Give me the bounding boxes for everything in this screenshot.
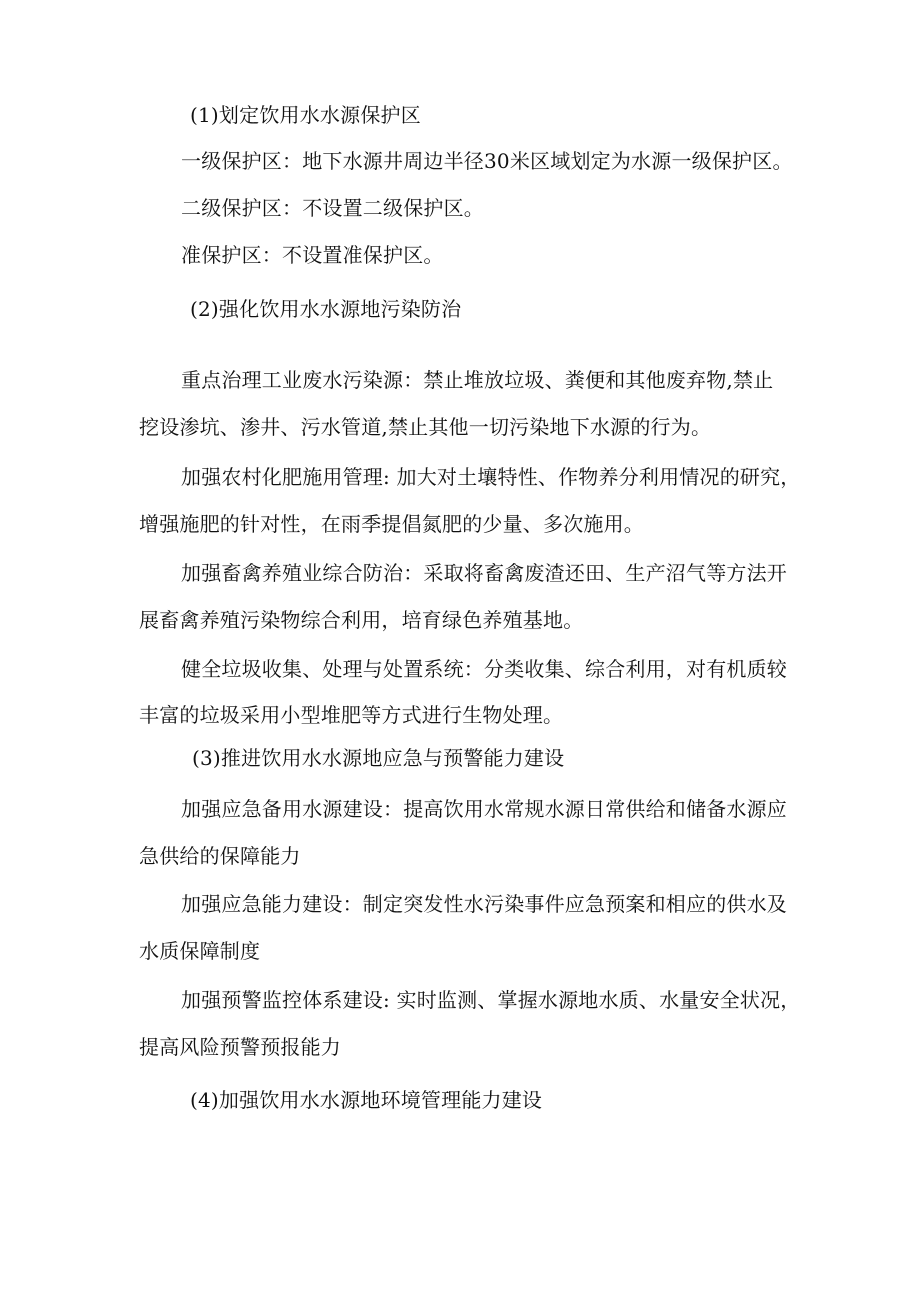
protection-level-1: 一级保护区：地下水源井周边半径30米区域划定为水源一级保护区。 [181,149,793,173]
paragraph-fertilizer-line-1: 加强农村化肥施用管理: 加大对土壤特性、作物养分利用情况的研究， [181,465,801,489]
section-heading-4: (4)加强饮用水水源地环境管理能力建设 [190,1088,543,1112]
paragraph-emergency-line-2: 水质保障制度 [139,939,261,963]
paragraph-backup-source-line-1: 加强应急备用水源建设：提高饮用水常规水源日常供给和储备水源应 [181,797,787,821]
paragraph-waste-line-1: 健全垃圾收集、处理与处置系统：分类收集、综合利用，对有机质较 [181,657,787,681]
protection-level-2: 二级保护区：不设置二级保护区。 [181,196,484,220]
paragraph-waste-line-2: 丰富的垃圾采用小型堆肥等方式进行生物处理。 [139,703,564,727]
section-heading-2: (2)强化饮用水水源地污染防治 [190,297,462,321]
paragraph-industrial-line-2: 挖设渗坑、渗井、污水管道,禁止其他一切污染地下水源的行为。 [139,415,712,439]
paragraph-monitoring-line-1: 加强预警监控体系建设: 实时监测、掌握水源地水质、水量安全状况， [181,988,801,1012]
paragraph-livestock-line-2: 展畜禽养殖污染物综合利用，培育绿色养殖基地。 [139,608,584,632]
section-heading-1: (1)划定饮用水水源保护区 [190,103,421,127]
paragraph-monitoring-line-2: 提高风险预警预报能力 [139,1035,341,1059]
paragraph-backup-source-line-2: 急供给的保障能力 [139,844,301,868]
paragraph-livestock-line-1: 加强畜禽养殖业综合防治：采取将畜禽废渣还田、生产沼气等方法开 [181,561,787,585]
paragraph-industrial-line-1: 重点治理工业废水污染源：禁止堆放垃圾、粪便和其他废弃物,禁止 [181,368,774,392]
paragraph-emergency-line-1: 加强应急能力建设：制定突发性水污染事件应急预案和相应的供水及 [181,892,787,916]
protection-quasi: 准保护区：不设置准保护区。 [181,243,444,267]
section-heading-3: (3)推进饮用水水源地应急与预警能力建设 [192,746,565,770]
paragraph-fertilizer-line-2: 增强施肥的针对性，在雨季提倡氮肥的少量、多次施用。 [139,512,644,536]
